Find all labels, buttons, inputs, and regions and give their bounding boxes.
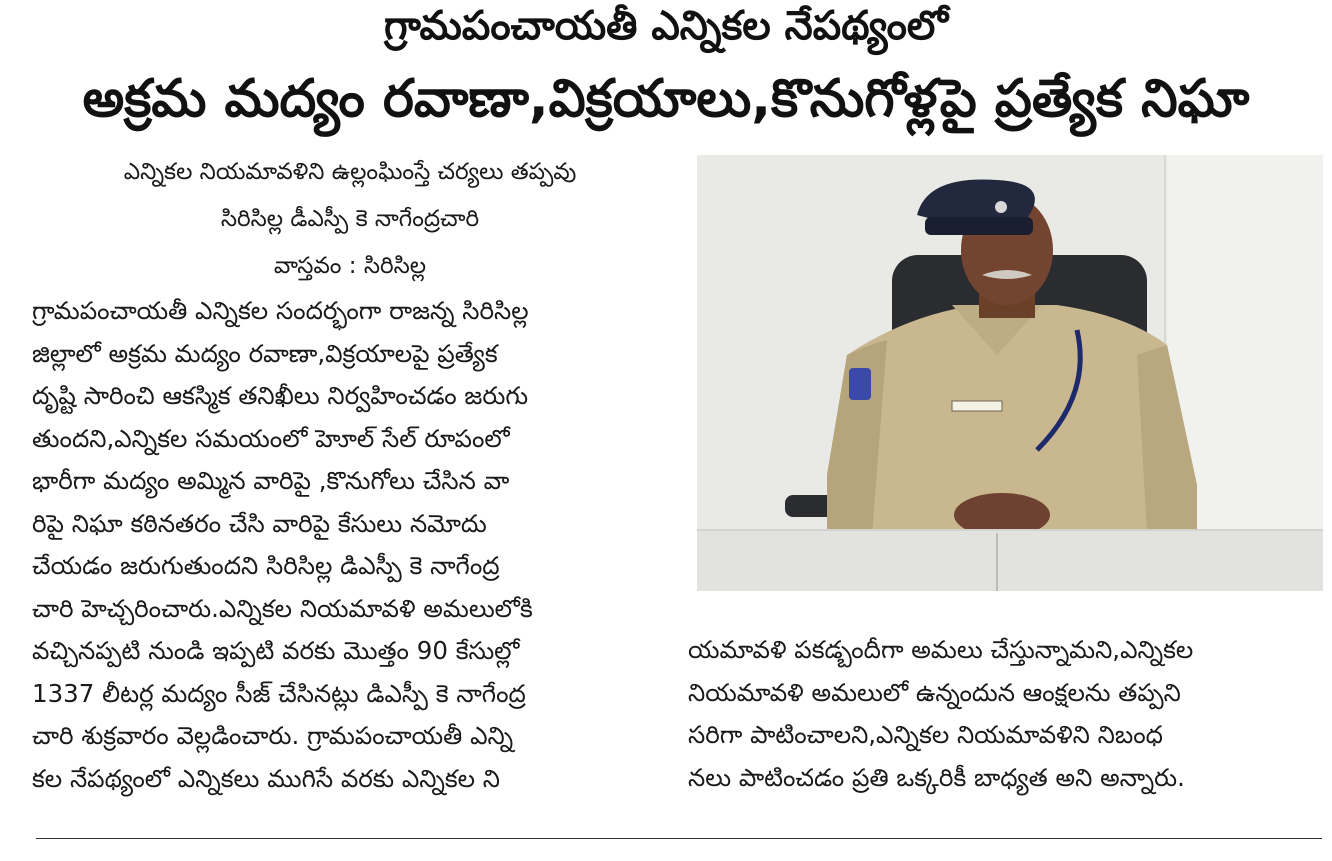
body-line: నియమావళి అమలులో ఉన్నందున ఆంక్షలను తప్పని <box>688 677 1181 707</box>
body-line: వచ్చినప్పటి నుండి ఇప్పటి వరకు మొత్తం 90 కేసుల్లో <box>32 636 520 665</box>
body-line: గ్రామపంచాయతీ ఎన్నికల సందర్భంగా రాజన్న సిరిసిల్ల <box>32 296 529 325</box>
body-line: నలు పాటించడం ప్రతి ఒక్కరికీ బాధ్యత అని అన్నారు. <box>688 762 1185 792</box>
subheading-warning: ఎన్నికల నియమావళిని ఉల్లంఘింస్తే చర్యలు తప్పవు <box>123 159 577 185</box>
main-headline: అక్రమ మద్యం రవాణా,విక్రయాలు,కొనుగోళ్లపై ప్రత్యేక నిఘా <box>82 69 1250 129</box>
officer-photo <box>697 155 1323 591</box>
article-body-left-column <box>32 290 672 800</box>
body-line: రిపై నిఘా కఠినతరం చేసి వారిపై కేసులు నమోదు <box>32 508 487 538</box>
body-line: తుందని,ఎన్నికల సమయంలో హెూల్ సేల్ రూపంలో <box>32 423 510 453</box>
dateline: వాస్తవం : సిరిసిల్ల <box>273 253 427 279</box>
horizontal-rule <box>36 838 1322 839</box>
body-line: యమావళి పకడ్బందీగా అమలు చేస్తున్నామని,ఎన్నికల <box>688 635 1194 664</box>
kicker-headline: గ్రామపంచాయతీ ఎన్నికల నేపథ్యంలో <box>383 3 949 49</box>
body-line: 1337 లీటర్ల మద్యం సీజ్ చేసినట్లు డిఎస్పీ కె నాగేంద్ర <box>32 678 526 708</box>
body-line: చేయడం జరుగుతుందని సిరిసిల్ల డిఎస్పీ కె నాగేంద్ర <box>32 551 500 580</box>
subheading-officer: సిరిసిల్ల డీఎస్పీ కె నాగేంద్రచారి <box>220 206 480 232</box>
body-line: చారి శుక్రవారం వెల్లడించారు. గ్రామపంచాయతీ ఎన్ని <box>32 721 514 750</box>
body-line: భారీగా మద్యం అమ్మిన వారిపై ,కొనుగోలు చేసిన వా <box>32 466 510 495</box>
article-body-right-column <box>688 629 1318 799</box>
body-line: సరిగా పాటించాలని,ఎన్నికల నియమావళిని నిబంధ <box>688 720 1163 749</box>
body-line: చారి హెచ్చరించారు.ఎన్నికల నియమావళి అమలులోకి <box>32 593 533 623</box>
body-line: కల నేపథ్యంలో ఎన్నికలు ముగిసే వరకు ఎన్నికల ని <box>32 763 500 793</box>
body-line: జిల్లాలో అక్రమ మద్యం రవాణా,విక్రయాలపై ప్రత్యేక <box>32 338 498 368</box>
body-line: దృష్టి సారించి ఆకస్మిక తనిఖీలు నిర్వహించడం జరుగు <box>32 381 529 410</box>
